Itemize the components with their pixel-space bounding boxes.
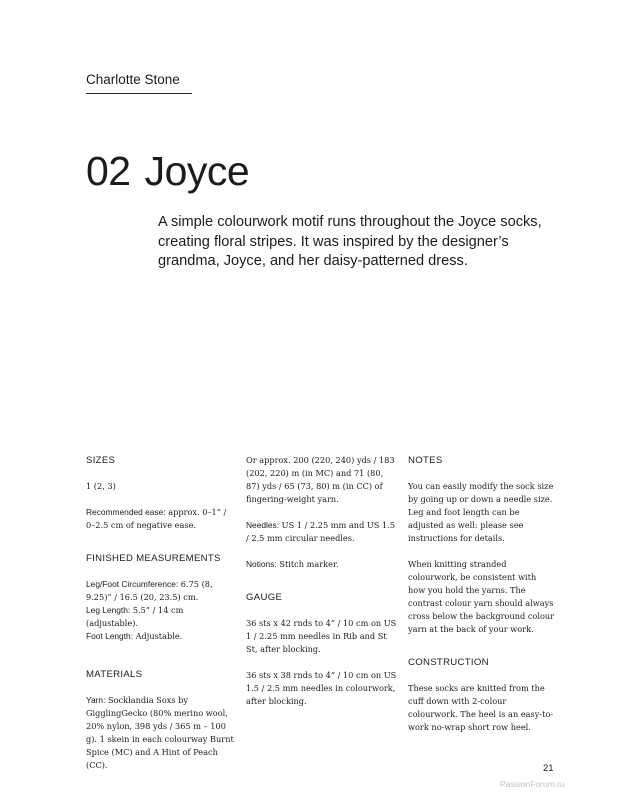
finished-heading: FINISHED MEASUREMENTS — [86, 553, 221, 564]
notions-value: Stitch marker. — [276, 559, 339, 569]
column-left — [86, 454, 236, 785]
watermark: PassionForum.ru — [500, 779, 565, 789]
gauge-rib: 36 sts x 42 rnds to 4” / 10 cm on US 1 / 2.25 mm needles in Rib and St St, after blocking. — [246, 618, 397, 654]
column-middle — [246, 454, 398, 721]
notes-sizing: You can easily modify the sock size by going up or down a needle size. Leg and foot length can be adjusted as well: please see instructions for details. — [408, 481, 554, 543]
intro-text: A simple colourwork motif runs throughout the Joyce socks, creating floral stripes. It was inspired by the designer’s grandma, Joyce, and her daisy-patterned dress. — [158, 214, 542, 269]
designer-name: Charlotte Stone — [86, 72, 192, 94]
circumference-value: 6.75 (8, 9.25)” / 16.5 (20, 23.5) cm. — [86, 579, 213, 602]
ease-paragraph — [86, 506, 236, 532]
notes-colourwork: When knitting stranded colourwork, be consistent with how you hold the yarns. The contrast colour yarn should always cross below the background colour yarn at the back of your work. — [408, 559, 555, 634]
page-number: 21 — [543, 763, 554, 774]
needles-value: US 1 / 2.25 mm and US 1.5 / 2.5 mm circular needles. — [246, 520, 396, 543]
construction-heading: CONSTRUCTION — [408, 657, 489, 668]
notions-label: Notions: — [246, 559, 277, 569]
foot-length-label: Foot Length: — [86, 631, 134, 641]
circumference-label: Leg/Foot Circumference: — [86, 579, 179, 589]
ease-value: approx. 0–1” / 0–2.5 cm of negative ease. — [86, 507, 227, 530]
notions-paragraph — [246, 558, 398, 571]
leg-length-value: 5.5” / 14 cm (adjustable). — [86, 605, 184, 628]
pattern-name: Joyce — [144, 148, 250, 194]
construction-text: These socks are knitted from the cuff down with 2-colour colourwork. The heel is an easy-to-work no-wrap short row heel. — [408, 683, 554, 732]
yarn-label: Yarn: — [86, 695, 106, 705]
sizes-heading: SIZES — [86, 455, 116, 466]
materials-heading: MATERIALS — [86, 669, 143, 680]
foot-length-value: Adjustable. — [133, 631, 183, 641]
pattern-title — [86, 148, 249, 195]
column-right — [408, 454, 556, 747]
pattern-number: 02 — [86, 148, 131, 194]
ease-label: Recommended ease: — [86, 507, 166, 517]
sizes-value: 1 (2, 3) — [86, 481, 116, 491]
leg-length-label: Leg Length: — [86, 605, 131, 615]
gauge-heading: GAUGE — [246, 592, 283, 603]
finished-measurements — [86, 578, 236, 643]
yarn-paragraph — [86, 694, 236, 772]
yarn-alternative: Or approx. 200 (220, 240) yds / 183 (202, 220) m (in MC) and 71 (80, 87) yds / 65 (73, 80) m (in CC) of fingering-weight yarn. — [246, 455, 395, 504]
needles-paragraph — [246, 519, 398, 545]
notes-heading: NOTES — [408, 455, 443, 466]
needles-label: Needles: — [246, 520, 280, 530]
gauge-colourwork: 36 sts x 38 rnds to 4” / 10 cm on US 1.5 / 2.5 mm needles in colourwork, after blocking. — [246, 670, 397, 706]
yarn-value: Socklandia Soxs by GigglingGecko (80% merino wool, 20% nylon, 398 yds / 365 m – 100 g). 1 skein in each colourway Burnt Spice (MC) and A Hint of Peach (CC). — [86, 695, 234, 770]
